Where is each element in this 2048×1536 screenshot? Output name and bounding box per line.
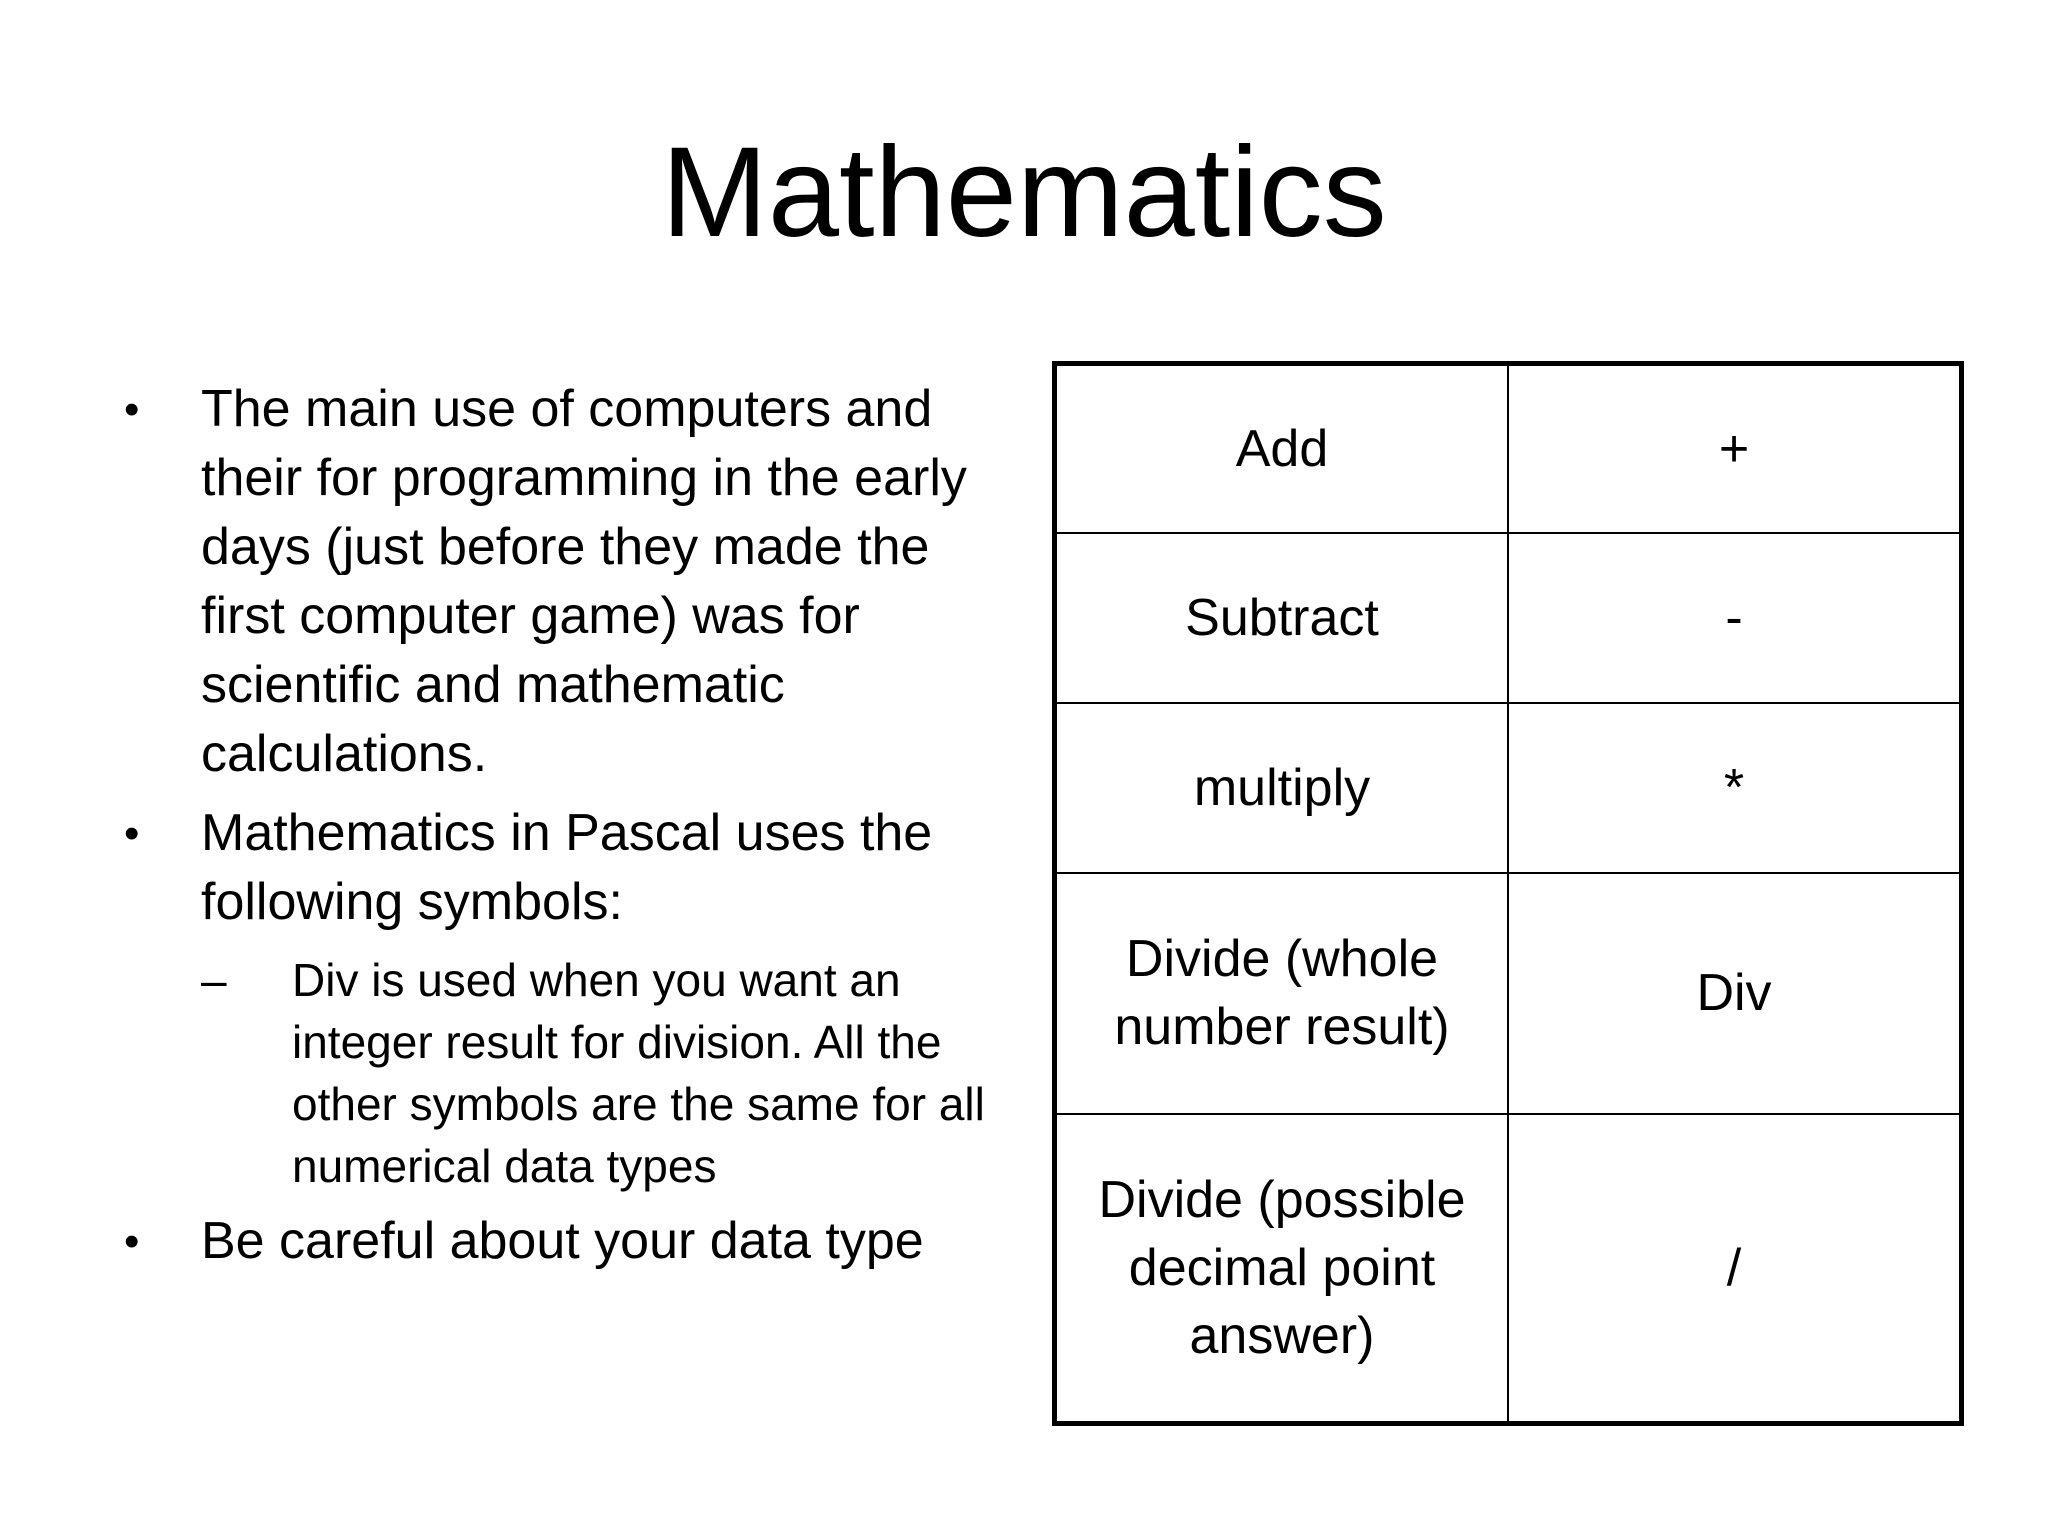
table-row	[1055, 533, 1962, 703]
operation-cell: Divide (whole number result)	[1055, 873, 1509, 1114]
table-row	[1055, 873, 1962, 1114]
bullet-marker: •	[124, 385, 140, 434]
bullet-text: Be careful about your data type	[201, 1212, 924, 1270]
bullet-list	[124, 375, 1004, 1286]
operation-cell: Divide (possible decimal point answer)	[1055, 1114, 1509, 1423]
operators-table	[1052, 361, 1964, 1426]
bullet-marker: •	[124, 809, 140, 858]
bullet-item	[124, 799, 1004, 1197]
dash-marker: –	[201, 954, 227, 1006]
symbol-cell: *	[1508, 703, 1962, 873]
operation-cell: multiply	[1055, 703, 1509, 873]
slide-title: Mathematics	[661, 121, 1387, 264]
symbol-cell: Div	[1508, 873, 1962, 1114]
bullet-item	[124, 375, 1004, 789]
operation-cell: Add	[1055, 364, 1509, 534]
symbol-cell: +	[1508, 364, 1962, 534]
bullet-marker: •	[124, 1217, 140, 1266]
symbol-cell: /	[1508, 1114, 1962, 1423]
bullet-item	[124, 1207, 1004, 1276]
table-row	[1055, 1114, 1962, 1423]
table-row	[1055, 703, 1962, 873]
table-row	[1055, 364, 1962, 534]
operation-cell: Subtract	[1055, 533, 1509, 703]
sub-bullet-item	[201, 949, 1004, 1197]
bullet-text: The main use of computers and their for programming in the early days (just before they made the first computer game) was for scientific and mathematic calculations.	[201, 380, 967, 783]
sub-bullet-list	[201, 949, 1004, 1197]
sub-bullet-text: Div is used when you want an integer result for division. All the other symbols are the same for all numerical data types	[292, 954, 985, 1192]
bullet-text: Mathematics in Pascal uses the following symbols:	[201, 804, 933, 931]
symbol-cell: -	[1508, 533, 1962, 703]
